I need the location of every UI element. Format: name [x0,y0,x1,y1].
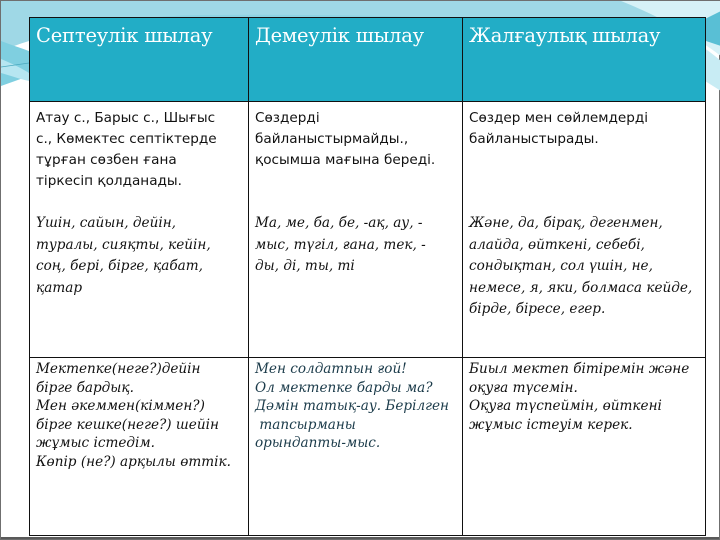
definition-text [36,108,242,192]
text-line: сондықтан, сол үшін, не, [469,258,653,274]
examples-text [469,213,699,321]
table-header-row [30,18,706,102]
text-line: тұрған сөзбен ғана [36,152,177,168]
text-line: мыс, түгіл, ғана, тек, - [255,236,426,253]
text-line: қосымша мағына береді. [255,152,436,168]
cell-case-sentences [30,358,249,536]
cell-conjunction-definition [463,102,706,358]
text-line-blank [469,171,699,192]
text-line: соң, бері, бірге, қабат, [36,258,203,274]
examples-text [255,213,456,278]
text-line: бірге кешке(неге?) шейін [36,416,219,433]
text-line: жұмыс істеуім керек. [469,416,633,433]
text-line-blank [469,150,699,171]
cell-case-definition [30,102,249,358]
text-line: байланыстырады. [469,131,599,147]
text-line: Және, да, бірақ, дегенмен, [469,215,663,231]
text-line: с., Көмектес септіктерде [36,131,217,147]
text-line: тапсырманы [255,416,356,433]
text-line: Мектепке(неге?)дейін [36,361,201,377]
text-line: Сөздерді [255,110,320,126]
text-line: бірде, біресе, егер. [469,301,606,317]
text-line: Ол мектепке барды ма? [255,379,433,396]
text-line: Мен солдатпын ғой! [255,361,407,377]
text-line: туралы, сияқты, кейін, [36,236,211,253]
header-case-particles: Септеулік шылау [30,18,249,102]
example-sentences [469,360,699,434]
text-line: бірге бардық. [36,379,134,396]
example-sentences [36,360,242,471]
header-conjunctions: Жалғаулық шылау [463,18,706,102]
text-line: Үшін, сайын, дейін, [36,215,176,231]
text-line: байланыстырмайды., [255,131,409,147]
table-row-definitions [30,102,706,358]
definition-text [469,108,699,192]
text-line: Көпір (не?) арқылы өттік. [36,453,231,470]
text-line: орындапты-мыс. [255,435,381,451]
text-line: ды, ді, ты, ті [255,258,355,274]
example-sentences [255,360,456,453]
cell-emphatic-definition [249,102,463,358]
text-line: тіркесіп қолданады. [36,173,182,189]
text-line: жұмыс істедім. [36,435,155,451]
text-line: Оқуға түспеймін, өйткені [469,398,662,414]
text-line: Ма, ме, ба, бе, -ақ, ау, - [255,215,423,231]
text-line: Биыл мектеп бітіремін және [469,361,690,377]
text-line: алайда, өйткені, себебі, [469,236,645,253]
particles-comparison-table [29,17,706,536]
text-line: оқуға түсемін. [469,379,578,396]
text-line: қатар [36,279,83,296]
header-emphatic-particles: Демеулік шылау [249,18,463,102]
cell-conjunction-sentences [463,358,706,536]
definition-text [255,108,456,192]
text-line-blank [255,171,456,192]
text-line: Сөздер мен сөйлемдерді [469,110,649,126]
examples-text [36,213,242,299]
cell-emphatic-sentences [249,358,463,536]
text-line: Атау с., Барыс с., Шығыс [36,110,216,126]
text-line: Дәмін татық-ау. Берілген [255,398,449,414]
table-row-sentences [30,358,706,536]
text-line: Мен әкеммен(кіммен?) [36,398,205,414]
text-line: немесе, я, яки, болмаса кейде, [469,279,693,296]
